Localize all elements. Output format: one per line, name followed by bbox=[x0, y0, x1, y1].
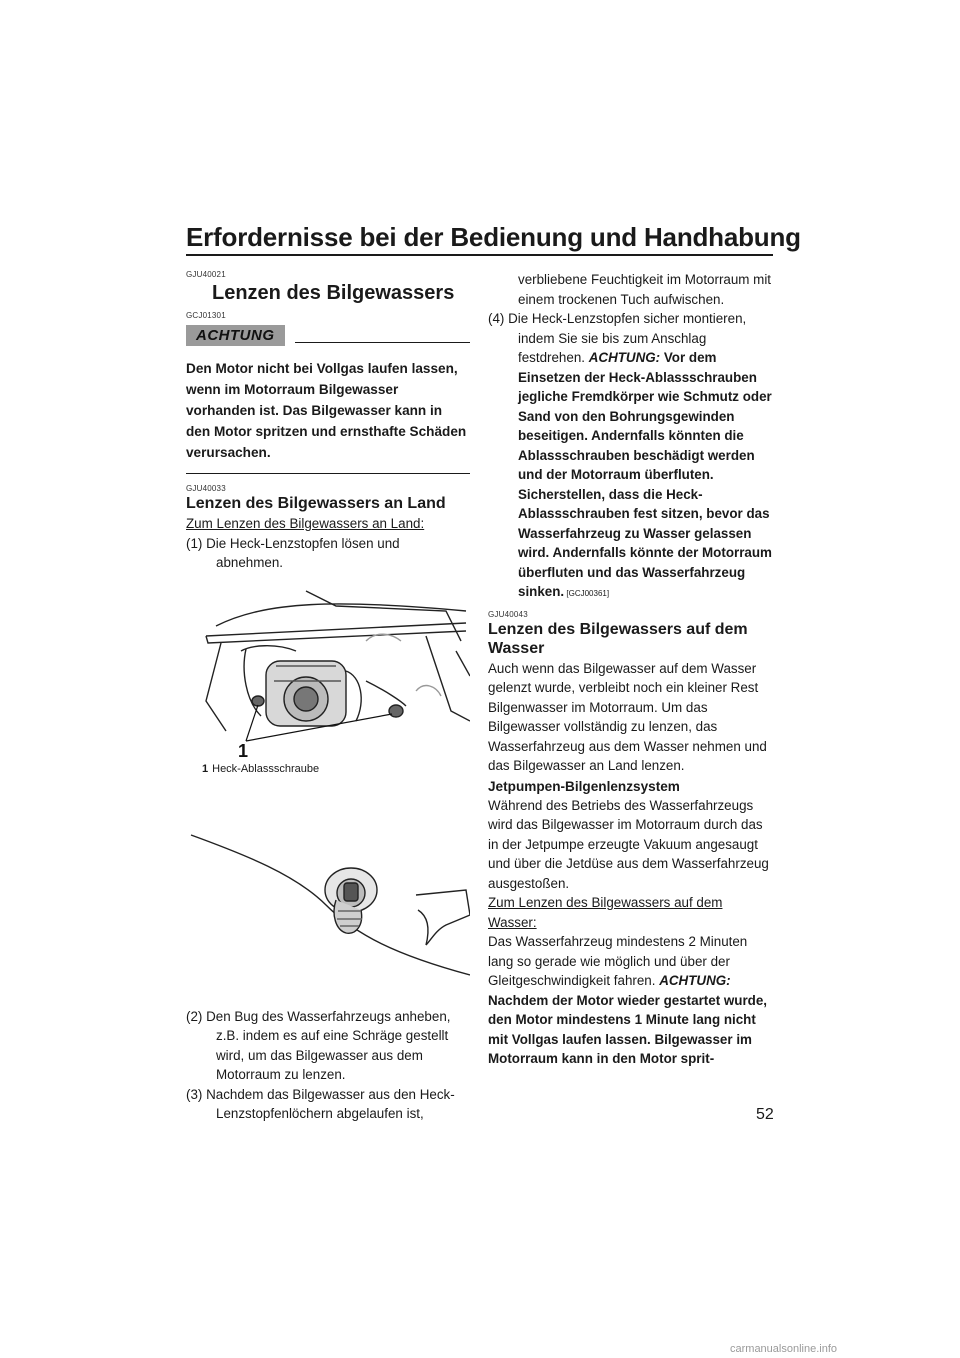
title-divider bbox=[186, 254, 773, 256]
caption-text: Heck-Ablassschraube bbox=[212, 762, 320, 775]
subsection-code-2: GJU40043 bbox=[488, 609, 528, 619]
step-2: (2) Den Bug des Wasserfahrzeugs anheben, z.B. indem es auf eine Schräge gestellt wird, um das Bilgewasser aus dem Motorraum zu lenzen. bbox=[186, 1008, 451, 1082]
paragraph-3-warning: Nachdem der Motor wieder gestartet wurde, den Motor mindestens 1 Minute lang nicht mit Vollgas laufen lassen. Bilgewasser im Motorraum kann in den Motor sprit- bbox=[488, 992, 768, 1066]
figure-drain-screws bbox=[186, 581, 470, 761]
step-3-continued: verbliebene Feuchtigkeit im Motorraum mit einem trockenen Tuch aufwischen. bbox=[518, 272, 772, 307]
step-4-text: (4) Die Heck-Lenzstopfen sicher montieren, indem Sie sie bis zum Anschlag festdrehen. bbox=[488, 311, 747, 365]
section-title: Lenzen des Bilgewassers bbox=[212, 282, 455, 304]
page-number: 52 bbox=[756, 1106, 774, 1123]
warning-code: GCJ01301 bbox=[186, 311, 226, 320]
step-4-code: [GCJ00361] bbox=[564, 589, 610, 598]
warning-bottom-rule bbox=[186, 473, 470, 474]
procedure-intro: Zum Lenzen des Bilgewassers an Land: bbox=[186, 516, 425, 531]
figure-callout-1: 1 bbox=[238, 740, 249, 761]
paragraph-3 bbox=[488, 932, 774, 1069]
page-title: Erfordernisse bei der Bedienung und Handhabung bbox=[186, 222, 801, 252]
left-column bbox=[186, 270, 470, 1124]
section-code: GJU40021 bbox=[186, 270, 226, 279]
paragraph-1: Auch wenn das Bilgewasser auf dem Wasser gelenzt wurde, verbleibt noch ein kleiner Rest Bilgenwasser im Motorraum. Um das Bilgewasser vollständig zu lenzen, das Wasserfahrzeug aus dem Wasser nehmen und das Bilgewasser an Land lenzen. bbox=[488, 660, 767, 773]
procedure-intro-2: Zum Lenzen des Bilgewassers auf dem Wasser: bbox=[488, 895, 723, 930]
paragraph-3-label: ACHTUNG: bbox=[659, 973, 731, 988]
paragraph-2: Während des Betriebs des Wasserfahrzeugs wird das Bilgewasser im Motorraum durch das in der Jetpumpe erzeugte Vakuum angesaugt und über die Jetdüse aus dem Wasserfahrzeug ausgestoßen. bbox=[488, 797, 769, 891]
warning-header bbox=[186, 325, 470, 346]
subsection-code: GJU40033 bbox=[186, 484, 226, 493]
figure-drain-plug bbox=[186, 815, 470, 985]
warning-rule bbox=[295, 342, 471, 343]
watermark: carmanualsonline.info bbox=[730, 1343, 838, 1355]
warning-text: Den Motor nicht bei Vollgas laufen lassen, wenn im Motorraum Bilgewasser vorhanden ist. Das Bilgewasser kann in den Motor spritzen und ernsthafte Schäden verursachen. bbox=[186, 361, 467, 460]
subsection-title-2: Lenzen des Bilgewassers auf dem Wasser bbox=[488, 620, 748, 657]
step-4 bbox=[488, 309, 774, 604]
right-column bbox=[488, 270, 774, 1069]
paragraph-3-text: Das Wasserfahrzeug mindestens 2 Minuten lang so gerade wie möglich und über der Gleitgeschwindigkeit fahren. bbox=[488, 934, 748, 988]
subsection-title: Lenzen des Bilgewassers an Land bbox=[186, 495, 446, 512]
subheading-jetpump: Jetpumpen-Bilgenlenzsystem bbox=[488, 778, 680, 794]
caption-number: 1 bbox=[202, 762, 209, 775]
step-1: (1) Die Heck-Lenzstopfen lösen und abnehmen. bbox=[186, 535, 400, 570]
warning-badge: ACHTUNG bbox=[186, 325, 285, 346]
step-4-warning: Vor dem Einsetzen der Heck-Ablassschrauben jegliche Fremdkörper wie Schmutz oder Sand von den Bohrungsgewinden beseitigen. Andernfalls könnten die Ablassschrauben beschädigt werden und der Motorraum überfluten. Sicherstellen, dass die Heck-Ablassschrauben fest sitzen, bevor das Wasserfahrzeug zu Wasser gelassen wird. Andernfalls könnte der Motorraum überfluten und das Wasserfahrzeug sinken. bbox=[518, 350, 772, 599]
figure-caption bbox=[202, 763, 470, 775]
step-4-label: ACHTUNG: bbox=[588, 350, 661, 365]
step-3-part1: (3) Nachdem das Bilgewasser aus den Heck-Lenzstopfenlöchern abgelaufen ist, bbox=[186, 1086, 455, 1121]
